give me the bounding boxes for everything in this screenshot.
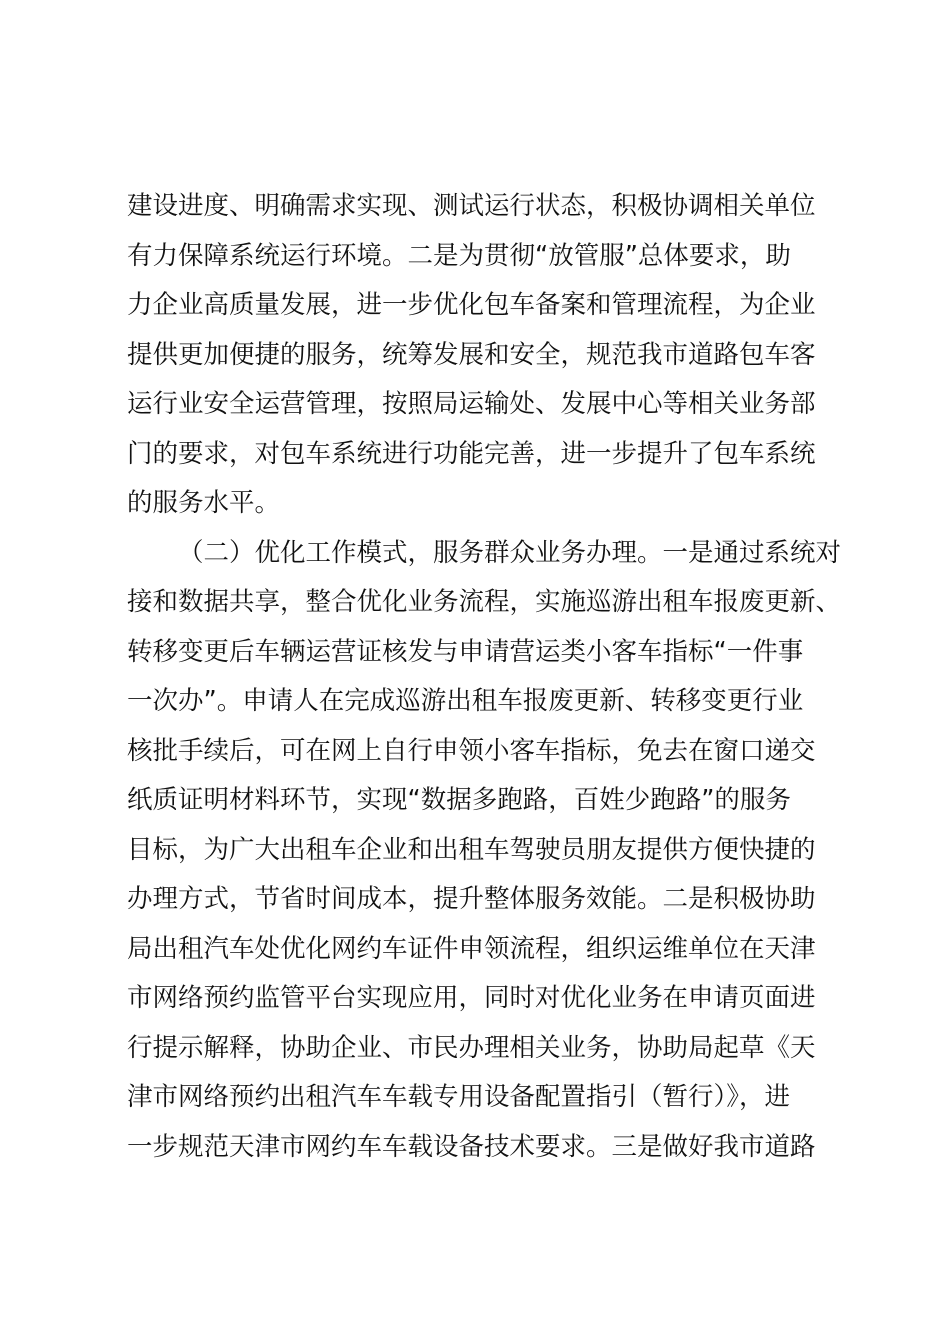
text-line-7: 的服务水平。	[127, 488, 281, 518]
text-line-6: 门的要求，对包车系统进行功能完善，进一步提升了包车系统	[127, 438, 816, 469]
text-line-10: 转移变更后车辆运营证核发与申请营运类小客车指标“一件事	[127, 636, 804, 667]
text-line-20: 一步规范天津市网约车车载设备技术要求。三是做好我市道路	[127, 1131, 816, 1162]
text-line-14: 目标，为广大出租车企业和出租车驾驶员朋友提供方便快捷的	[127, 834, 816, 865]
text-line-19: 津市网络预约出租汽车车载专用设备配置指引（暂行）》，进	[127, 1082, 791, 1112]
text-line-16: 局出租汽车处优化网约车证件申领流程，组织运维单位在天津	[127, 933, 816, 964]
text-line-17: 市网络预约监管平台实现应用，同时对优化业务在申请页面进	[127, 983, 816, 1013]
text-line-9: 接和数据共享，整合优化业务流程，实施巡游出租车报废更新、	[127, 587, 842, 617]
text-line-3: 力企业高质量发展，进一步优化包车备案和管理流程，为企业	[127, 290, 816, 320]
text-line-2: 有力保障系统运行环境。二是为贯彻“放管服”总体要求，助	[127, 240, 791, 271]
text-line-1: 建设进度、明确需求实现、测试运行状态，积极协调相关单位	[127, 191, 816, 221]
text-line-13: 纸质证明材料环节，实现“数据多跑路，百姓少跑路”的服务	[127, 785, 791, 815]
text-line-18: 行提示解释，协助企业、市民办理相关业务，协助局起草《天	[127, 1032, 816, 1063]
text-line-15: 办理方式，节省时间成本，提升整体服务效能。二是积极协助	[127, 884, 816, 914]
text-line-12: 核批手续后，可在网上自行申领小客车指标，免去在窗口递交	[127, 735, 816, 766]
section-heading-line: （二）优化工作模式，服务群众业务办理。一是通过系统对	[178, 537, 842, 568]
text-line-11: 一次办”。申请人在完成巡游出租车报废更新、转移变更行业	[127, 686, 804, 716]
text-line-5: 运行业安全运营管理，按照局运输处、发展中心等相关业务部	[127, 389, 816, 419]
body-text	[127, 182, 842, 1172]
text-line-4: 提供更加便捷的服务，统筹发展和安全，规范我市道路包车客	[127, 339, 816, 370]
